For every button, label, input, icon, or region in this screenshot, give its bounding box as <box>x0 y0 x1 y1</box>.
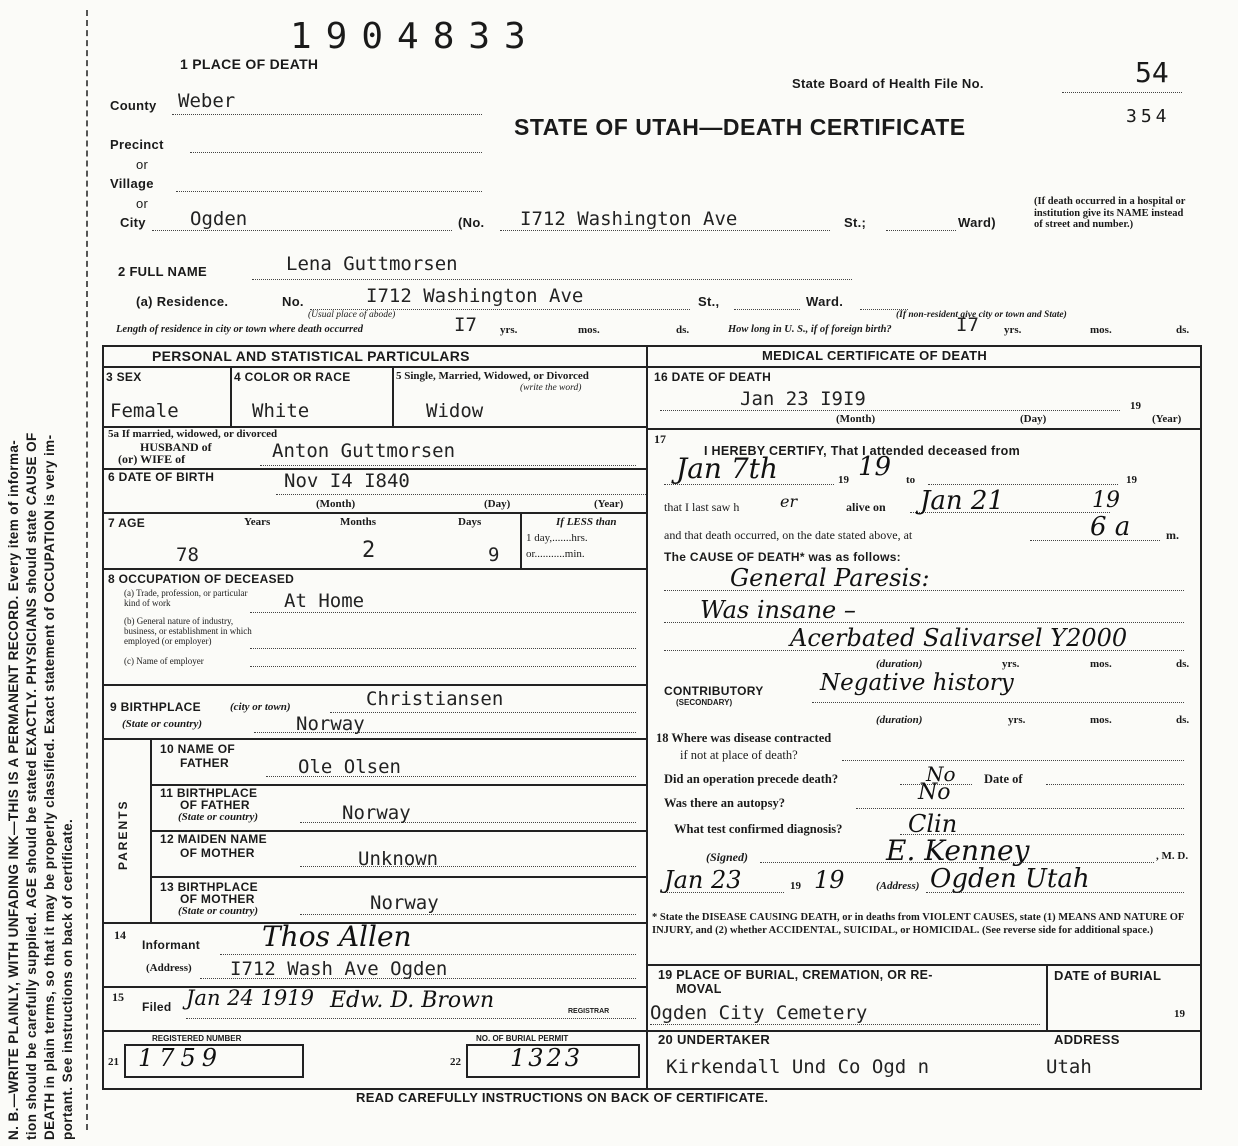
signed-year: 19 <box>814 866 845 894</box>
age-months: 2 <box>362 538 376 563</box>
date-of-label: Date of <box>984 772 1023 786</box>
spouse-value: Anton Guttmorsen <box>272 440 456 462</box>
side-line-4: portant. See instructions on back of certificate. <box>60 818 75 1140</box>
death-year-hint: (Year) <box>1152 413 1182 425</box>
last-saw-year: 19 <box>1092 488 1120 513</box>
occupation-label: 8 OCCUPATION OF DECEASED <box>108 572 295 586</box>
duration-ds-1: ds. <box>1176 658 1190 670</box>
undertaker-address: Utah <box>1046 1056 1092 1078</box>
burial-year: 19 <box>1174 1008 1185 1020</box>
secondary-label: (SECONDARY) <box>676 698 733 707</box>
to-year-prefix: 19 <box>1126 474 1137 486</box>
attended-year: 19 <box>858 452 892 482</box>
undertaker-address-label: ADDRESS <box>1054 1032 1120 1047</box>
to-word: to <box>906 474 916 486</box>
us-mos-unit: mos. <box>1090 324 1112 336</box>
dob-day-hint: (Day) <box>484 498 511 510</box>
burial-permit-index: 22 <box>450 1056 461 1068</box>
registrar-signature: Edw. D. Brown <box>330 988 495 1013</box>
burial-label-2: MOVAL <box>676 982 722 996</box>
full-name-value: Lena Guttmorsen <box>286 253 458 275</box>
death-occurred-label: and that death occurred, on the date stated above, at <box>664 528 913 542</box>
father-label-2: FATHER <box>180 756 229 770</box>
signed-date: Jan 23 <box>664 866 742 894</box>
mother-value: Unknown <box>358 848 439 870</box>
burial-permit-label: NO. OF BURIAL PERMIT <box>476 1034 569 1043</box>
spouse-label-3: (or) WIFE of <box>118 452 186 466</box>
informant-label: Informant <box>142 938 201 952</box>
village-label: Village <box>110 176 154 191</box>
dob-year-hint: (Year) <box>594 498 624 510</box>
date-of-death-label: 16 DATE OF DEATH <box>654 370 772 384</box>
marital-hint: (write the word) <box>520 383 582 393</box>
certificate-title: STATE OF UTAH—DEATH CERTIFICATE <box>514 114 966 140</box>
filed-num: 15 <box>112 990 124 1004</box>
mother-bp-label-3: (State or country) <box>178 905 259 917</box>
occ-b-hint: (b) General nature of industry, business, or establishment in which employed (or employer) <box>124 616 252 646</box>
father-birthplace: Norway <box>342 802 411 824</box>
birthplace-state-hint: (State or country) <box>122 718 203 730</box>
certify-text: I HEREBY CERTIFY, That I attended deceased from <box>704 444 1021 458</box>
undertaker-value: Kirkendall Und Co Ogd n <box>666 1056 930 1078</box>
county-value: Weber <box>178 90 236 112</box>
mother-label-1: 12 MAIDEN NAME <box>160 832 267 846</box>
duration-label-2: (duration) <box>876 714 923 726</box>
contributory-value: Negative history <box>820 670 1014 696</box>
days-label: Days <box>458 516 482 528</box>
sex-label: 3 SEX <box>106 370 142 384</box>
last-saw-label: that I last saw h <box>664 500 740 514</box>
informant-signature: Thos Allen <box>262 920 412 953</box>
test-value: Clin <box>908 810 958 838</box>
signed-year-prefix: 19 <box>790 880 801 892</box>
us-years: I7 <box>956 314 979 336</box>
burial-place: Ogden City Cemetery <box>650 1002 868 1024</box>
death-time: 6 a <box>1090 512 1131 542</box>
length-ds-unit: ds. <box>676 324 690 336</box>
footer-instructions: READ CAREFULLY INSTRUCTIONS ON BACK OF CERTIFICATE. <box>356 1090 769 1105</box>
residence-value: I712 Washington Ave <box>366 285 584 307</box>
us-ds-unit: ds. <box>1176 324 1190 336</box>
duration-mos-1: mos. <box>1090 658 1112 670</box>
informant-address-label: (Address) <box>146 962 192 974</box>
hospital-note: (If death occurred in a hospital or institution give its NAME instead of street and number.) <box>1034 196 1186 230</box>
occupation-value: At Home <box>284 590 365 612</box>
less-label-3: or...........min. <box>526 548 585 560</box>
duration-yrs-1: yrs. <box>1002 658 1020 670</box>
mother-bp-label-2: OF MOTHER <box>180 892 255 906</box>
physician-signature: E. Kenney <box>886 834 1030 867</box>
date-of-death: Jan 23 I9I9 <box>740 388 866 410</box>
dob-label: 6 DATE OF BIRTH <box>108 470 215 484</box>
length-years: I7 <box>454 314 477 336</box>
months-label: Months <box>340 516 377 528</box>
city-value: Ogden <box>190 208 248 230</box>
file-no-sub: 354 <box>1126 106 1171 127</box>
usual-place-hint: (Usual place of abode) <box>308 310 396 320</box>
last-saw-date: Jan 21 <box>920 486 1005 516</box>
or-label-2: or <box>136 196 149 211</box>
color-label: 4 COLOR OR RACE <box>234 370 351 384</box>
duration-ds-2: ds. <box>1176 714 1190 726</box>
burial-permit-value: 1323 <box>510 1044 584 1072</box>
how-long-label: How long in U. S., if of foreign birth? <box>728 324 892 335</box>
duration-yrs-2: yrs. <box>1008 714 1026 726</box>
attended-from: Jan 7th <box>676 452 778 485</box>
birthplace-city: Christiansen <box>366 688 504 710</box>
city-label: City <box>120 215 146 230</box>
occ-a-hint: (a) Trade, profession, or particular kind of work <box>124 588 248 608</box>
side-line-3: DEATH in plain terms, so that it may be properly classified. Exact statement of OCCUPATION is very im- <box>42 434 57 1140</box>
ward-label: Ward) <box>958 215 996 230</box>
place-of-death-label: 1 PLACE OF DEATH <box>180 56 319 72</box>
res-ward-label: Ward. <box>806 294 844 309</box>
marital-value: Widow <box>426 400 484 422</box>
length-label: Length of residence in city or town where death occurred <box>116 324 364 335</box>
m-label: m. <box>1166 528 1179 542</box>
filed-date: Jan 24 1919 <box>186 986 314 1010</box>
residence-label: (a) Residence. <box>136 294 229 309</box>
years-label: Years <box>244 516 271 528</box>
test-label: What test confirmed diagnosis? <box>674 822 843 836</box>
age-years: 78 <box>176 544 199 566</box>
mother-label-2: OF MOTHER <box>180 846 255 860</box>
parents-label: PARENTS <box>116 799 130 870</box>
autopsy-label: Was there an autopsy? <box>664 796 785 810</box>
marital-label: 5 Single, Married, Widowed, or Divorced <box>396 370 589 382</box>
cause-3: Acerbated Salivarsel Y2000 <box>790 624 1128 652</box>
dob-value: Nov I4 I840 <box>284 470 410 492</box>
cause-label: The CAUSE OF DEATH* was as follows: <box>664 550 901 564</box>
sex-value: Female <box>110 400 179 422</box>
birthplace-country: Norway <box>296 713 365 735</box>
nonresident-note: (If non-resident give city or town and State) <box>896 310 1067 320</box>
cause-2: Was insane – <box>700 596 856 624</box>
registrar-label: REGISTRAR <box>568 1008 610 1015</box>
us-yrs-unit: yrs. <box>1004 324 1022 336</box>
informant-num: 14 <box>114 928 126 942</box>
cert-num: 17 <box>654 432 666 446</box>
cause-1: General Paresis: <box>730 564 930 592</box>
death-year-prefix: 19 <box>1130 400 1141 412</box>
duration-mos-2: mos. <box>1090 714 1112 726</box>
occ-c-hint: (c) Name of employer <box>124 656 204 666</box>
length-mos-unit: mos. <box>578 324 600 336</box>
burial-label-1: 19 PLACE OF BURIAL, CREMATION, OR RE- <box>658 968 933 982</box>
residence-no-label: No. <box>282 294 304 309</box>
operation-value: No <box>926 762 956 786</box>
file-no-label: State Board of Health File No. <box>792 76 984 91</box>
contributory-label: CONTRIBUTORY <box>664 684 764 698</box>
precinct-label: Precinct <box>110 137 164 152</box>
death-day-hint: (Day) <box>1020 413 1047 425</box>
dob-month-hint: (Month) <box>316 498 356 510</box>
birthplace-label: 9 BIRTHPLACE <box>110 700 201 714</box>
county-label: County <box>110 98 157 113</box>
duration-label-1: (duration) <box>876 658 923 670</box>
color-value: White <box>252 400 310 422</box>
personal-header: PERSONAL AND STATISTICAL PARTICULARS <box>152 348 470 364</box>
birthplace-city-hint: (city or town) <box>230 701 291 713</box>
side-line-2: tion should be carefully supplied. AGE should be stated EXACTLY. PHYSICIANS should state CAUSE OF <box>24 432 39 1140</box>
footnote: * State the DISEASE CAUSING DEATH, or in deaths from VIOLENT CAUSES, state (1) MEANS AND NATURE OF INJURY, and (2) whether ACCIDENTAL, SUICIDAL, or HOMICIDAL. (See reverse side for additional space.) <box>652 912 1184 936</box>
full-name-label: 2 FULL NAME <box>118 264 208 279</box>
father-bp-label-3: (State or country) <box>178 811 259 823</box>
autopsy-value: No <box>918 780 951 805</box>
operation-label: Did an operation precede death? <box>664 772 839 786</box>
cut-line <box>86 10 88 1130</box>
less-label-2: 1 day,.......hrs. <box>526 532 588 544</box>
file-no: 54 <box>1135 56 1169 89</box>
attended-year-prefix: 19 <box>838 474 849 486</box>
father-bp-label-2: OF FATHER <box>180 798 250 812</box>
undertaker-label: 20 UNDERTAKER <box>658 1032 771 1047</box>
father-bp-label-1: 11 BIRTHPLACE <box>160 786 258 800</box>
md-label: , M. D. <box>1156 850 1189 862</box>
filed-label: Filed <box>142 1000 172 1014</box>
no-label: (No. <box>458 215 485 230</box>
physician-address-label: (Address) <box>876 880 920 892</box>
father-value: Ole Olsen <box>298 756 401 778</box>
where-label-1: 18 Where was disease contracted <box>656 731 832 745</box>
mother-bp-label-1: 13 BIRTHPLACE <box>160 880 258 894</box>
father-label-1: 10 NAME OF <box>160 742 236 756</box>
reg-num-value: 1759 <box>138 1044 224 1072</box>
physician-address: Ogden Utah <box>930 864 1090 894</box>
mother-birthplace: Norway <box>370 892 439 914</box>
informant-address: I712 Wash Ave Ogden <box>230 958 448 980</box>
reg-num-label: REGISTERED NUMBER <box>152 1034 242 1043</box>
reg-num-index: 21 <box>108 1056 119 1068</box>
where-label-2: if not at place of death? <box>680 748 798 762</box>
date-burial-label: DATE of BURIAL <box>1054 968 1162 983</box>
age-days: 9 <box>488 544 500 566</box>
spouse-label-1: 5a If married, widowed, or divorced <box>108 428 278 440</box>
death-month-hint: (Month) <box>836 413 876 425</box>
st-label: St.; <box>844 215 867 230</box>
signed-label: (Signed) <box>706 850 748 864</box>
register-stamp: 1904833 <box>290 16 540 57</box>
age-label: 7 AGE <box>108 516 146 530</box>
side-instructions <box>0 0 82 1146</box>
street-value: I712 Washington Ave <box>520 208 738 230</box>
or-label-1: or <box>136 157 149 172</box>
length-yrs-unit: yrs. <box>500 324 518 336</box>
medical-header: MEDICAL CERTIFICATE OF DEATH <box>762 348 988 363</box>
last-saw-her: er <box>780 492 798 511</box>
alive-on-label: alive on <box>846 500 886 514</box>
side-line-1: N. B.—WRITE PLAINLY, WITH UNFADING INK—THIS IS A PERMANENT RECORD. Every item of informa- <box>6 439 21 1140</box>
res-st-label: St., <box>698 294 720 309</box>
less-label-1: If LESS than <box>556 516 617 528</box>
spouse-label-2: HUSBAND of <box>140 440 212 454</box>
